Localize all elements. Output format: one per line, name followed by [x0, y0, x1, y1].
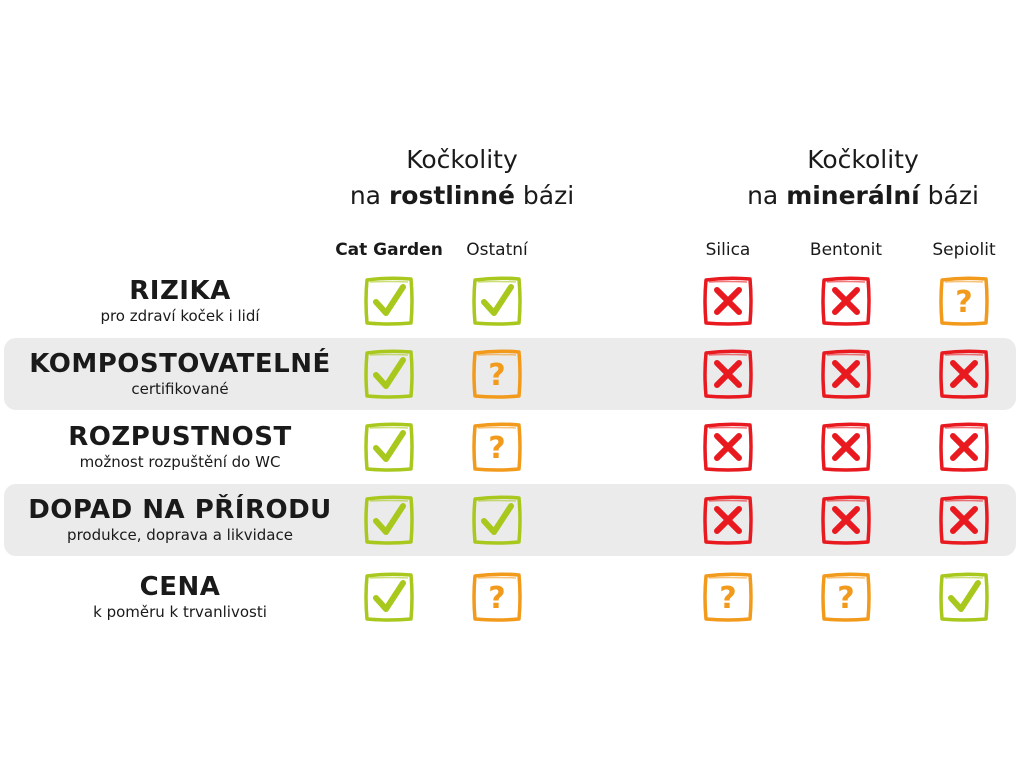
check-mark-icon [361, 492, 417, 548]
mineral-header-line1: Kočkolity [807, 145, 919, 174]
svg-text:?: ? [837, 581, 855, 616]
row-subtitle: možnost rozpuštění do WC [79, 453, 281, 471]
question-mark-icon [469, 569, 525, 625]
svg-text:?: ? [719, 581, 737, 616]
check-mark-icon [361, 346, 417, 402]
column-label-silica: Silica [705, 240, 751, 260]
plant-header-line2: na rostlinné bázi [349, 181, 575, 210]
row-title: KOMPOSTOVATELNÉ [29, 349, 331, 379]
svg-text:?: ? [488, 431, 506, 466]
question-mark-icon [469, 419, 525, 475]
mineral-based-header [683, 142, 1024, 214]
cross-mark-icon [700, 346, 756, 402]
cross-mark-icon [818, 492, 874, 548]
check-mark-icon [469, 492, 525, 548]
row-subtitle: pro zdraví koček i lidí [100, 307, 260, 325]
svg-text:?: ? [488, 358, 506, 393]
cross-mark-icon [700, 492, 756, 548]
row-subtitle: k poměru k trvanlivosti [93, 603, 267, 621]
column-label-cat-garden: Cat Garden [335, 240, 443, 260]
mineral-header-line2: na minerální bázi [747, 181, 979, 210]
row-title: CENA [139, 572, 221, 602]
check-mark-icon [361, 569, 417, 625]
row-subtitle: produkce, doprava a likvidace [67, 526, 293, 544]
cross-mark-icon [818, 273, 874, 329]
plant-based-header [302, 142, 622, 214]
question-mark-icon [469, 346, 525, 402]
svg-text:?: ? [488, 581, 506, 616]
column-label-bentonit: Bentonit [809, 240, 883, 260]
question-mark-icon [700, 569, 756, 625]
row-label [0, 572, 360, 622]
question-mark-icon [818, 569, 874, 625]
row-label [0, 349, 360, 399]
column-label-ostatn-: Ostatní [466, 240, 528, 260]
cross-mark-icon [936, 419, 992, 475]
plant-header-line1: Kočkolity [406, 145, 518, 174]
column-label-sepiolit: Sepiolit [932, 240, 996, 260]
row-title: RIZIKA [129, 276, 231, 306]
check-mark-icon [936, 569, 992, 625]
row-label [0, 276, 360, 326]
cross-mark-icon [700, 273, 756, 329]
cross-mark-icon [818, 346, 874, 402]
row-label [0, 422, 360, 472]
question-mark-icon [936, 273, 992, 329]
row-title: DOPAD NA PŘÍRODU [28, 495, 332, 525]
cross-mark-icon [936, 346, 992, 402]
row-label [0, 495, 360, 545]
cross-mark-icon [700, 419, 756, 475]
svg-text:?: ? [955, 285, 973, 320]
check-mark-icon [469, 273, 525, 329]
cross-mark-icon [818, 419, 874, 475]
row-subtitle: certifikované [131, 380, 229, 398]
check-mark-icon [361, 273, 417, 329]
row-title: ROZPUSTNOST [68, 422, 292, 452]
check-mark-icon [361, 419, 417, 475]
cross-mark-icon [936, 492, 992, 548]
